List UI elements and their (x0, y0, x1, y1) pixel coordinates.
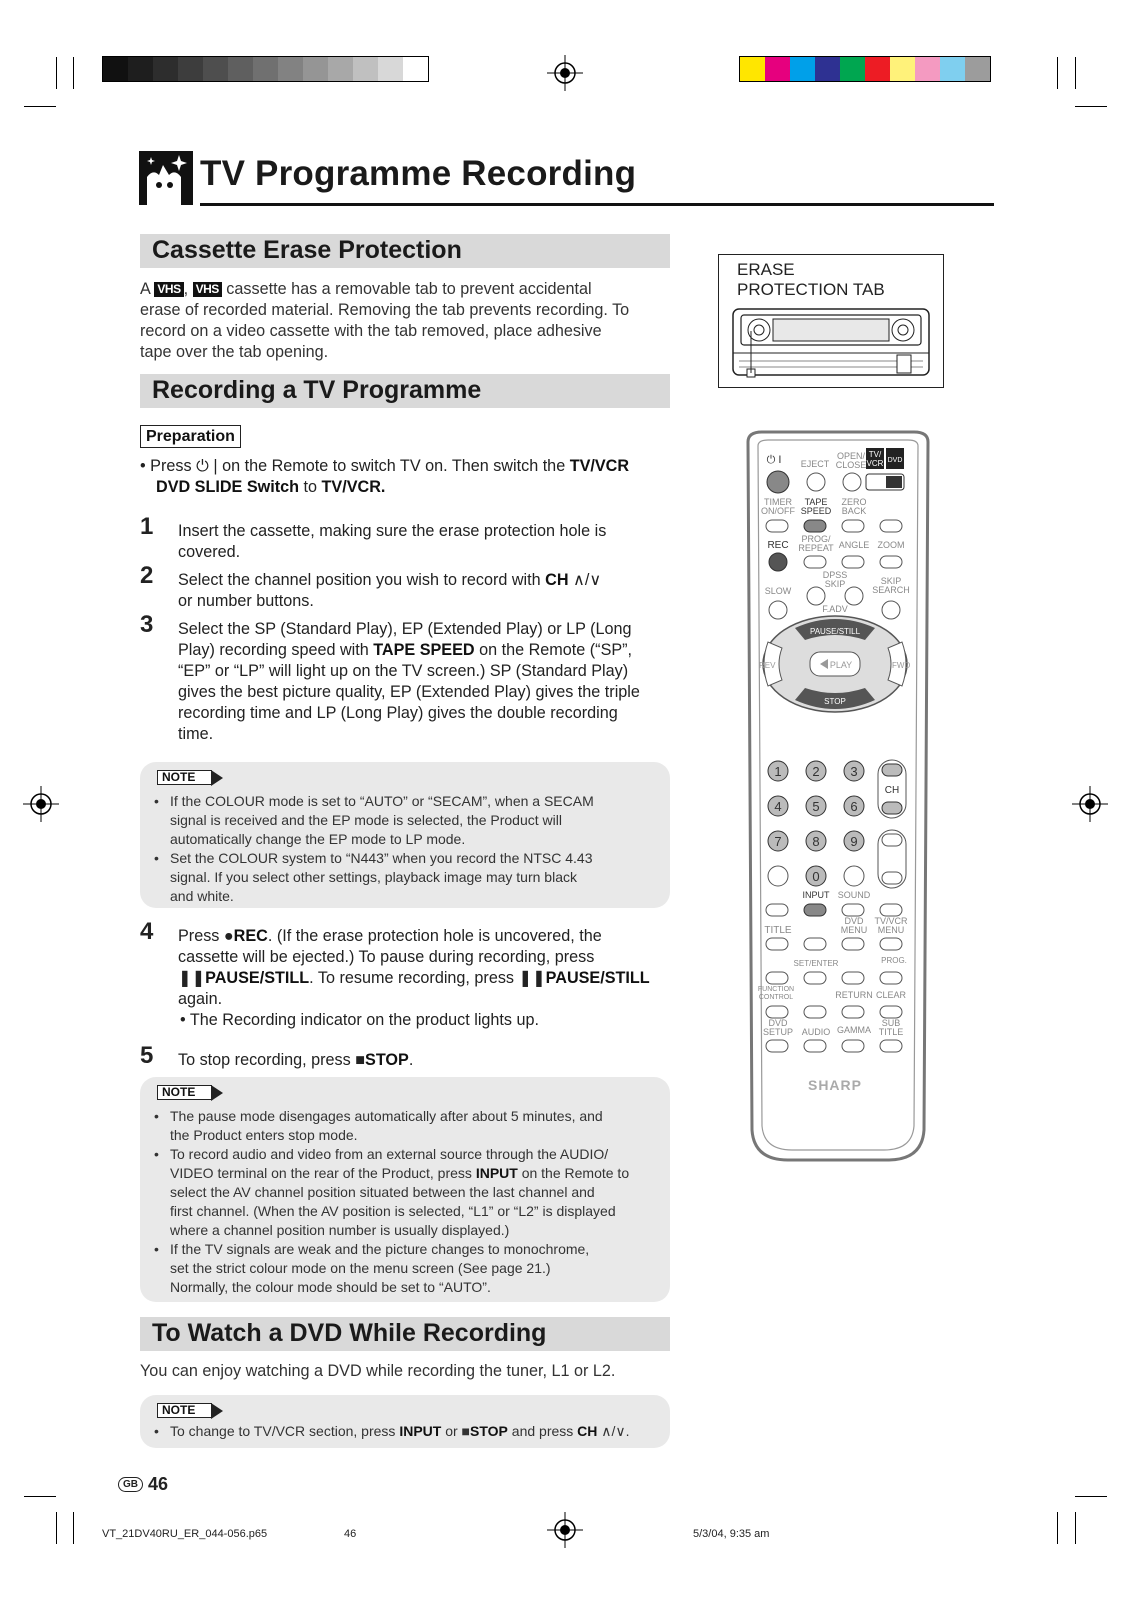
svg-text:SUB: SUB (881, 1018, 901, 1028)
svg-text:TIMER: TIMER (764, 497, 792, 507)
erase-protection-figure (718, 254, 944, 388)
note-box-3 (140, 1395, 670, 1448)
calibration-swatch (790, 57, 815, 81)
svg-text:REV: REV (759, 661, 776, 670)
calibration-swatch (228, 57, 253, 81)
power-button (767, 471, 789, 493)
svg-text:SEARCH: SEARCH (872, 585, 910, 595)
vhs-logo: VHS (154, 282, 183, 297)
note-3-item-1: • To change to TV/VCR section, press INPUT or ■STOP and press CH ∧/∨. (154, 1423, 630, 1439)
step-3-text: Select the SP (Standard Play), EP (Extended Play) or LP (Long Play) recording speed with TAPE SPEED on the Remote (“SP”, “EP” or “LP” will light up on the TV screen.) SP (Standard Play) gives the best picture quality, EP (Extended Play) gives the triple recording time and LP (Long Play) gives the double recording time. (178, 620, 640, 743)
svg-text:REPEAT: REPEAT (798, 543, 834, 553)
tape-speed-button (804, 520, 826, 532)
calibration-swatch (740, 57, 765, 81)
svg-text:TV/: TV/ (868, 450, 882, 459)
registration-mark-right (1072, 786, 1108, 822)
calibration-swatch (278, 57, 303, 81)
cassette-paragraph: A VHS , VHS cassette has a removable tab to prevent accidental erase of recorded material. Removing the tab prevents recording. To record on a video cassette with the tab removed, place adhesive tape over the tab opening. (140, 280, 630, 361)
svg-text:PROG.: PROG. (881, 956, 907, 965)
svg-text:TITLE: TITLE (878, 1027, 904, 1037)
svg-text:7: 7 (774, 834, 782, 849)
section-heading-recording: Recording a TV Programme (140, 374, 670, 408)
svg-text:BACK: BACK (841, 506, 867, 516)
svg-text:AUDIO: AUDIO (801, 1027, 831, 1037)
grayscale-calibration-bar (102, 56, 429, 82)
registration-mark-left (23, 786, 59, 822)
note-2-item-3: • If the TV signals are weak and the picture changes to monochrome, set the strict colour mode on the menu screen (See page 21.) Normally, the colour mode should be set to “AUTO”. (154, 1241, 590, 1295)
svg-text:1: 1 (774, 764, 782, 779)
page-title: TV Programme Recording (200, 154, 637, 193)
svg-text:CLOSE: CLOSE (835, 460, 867, 470)
sharp-logo: SHARP (807, 1077, 863, 1093)
dvd-paragraph: You can enjoy watching a DVD while recording the tuner, L1 or L2. (140, 1362, 616, 1380)
svg-text:GAMMA: GAMMA (836, 1025, 872, 1035)
svg-text:2: 2 (812, 764, 820, 779)
note-box-1 (140, 762, 670, 908)
svg-text:PAUSE/STILL: PAUSE/STILL (809, 627, 861, 636)
erase-protection-label: ERASE PROTECTION TAB (737, 260, 885, 299)
note-2-item-1: • The pause mode disengages automatically after about 5 minutes, and the Product enters stop mode. (154, 1108, 603, 1143)
step-5-text: To stop recording, press ■STOP. (178, 1051, 414, 1069)
calibration-swatch (253, 57, 278, 81)
svg-text:9: 9 (850, 834, 858, 849)
calibration-swatch (203, 57, 228, 81)
svg-text:DVD: DVD (768, 1018, 788, 1028)
step-2-text: Select the channel position you wish to record with CH ∧/∨ or number buttons. (178, 571, 602, 610)
svg-text:RETURN: RETURN (835, 990, 873, 1000)
pause-icon: ❚❚ (178, 969, 206, 987)
input-button (804, 904, 826, 916)
color-calibration-bar (739, 56, 991, 82)
power-label: ⏻ I (766, 454, 782, 466)
svg-text:6: 6 (850, 799, 858, 814)
svg-text:PLAY: PLAY (829, 660, 853, 670)
svg-text:FWD: FWD (892, 661, 911, 670)
svg-text:REC: REC (767, 540, 789, 551)
calibration-swatch (965, 57, 990, 81)
step-number-2: 2 (140, 562, 154, 589)
svg-text:PROG/: PROG/ (801, 534, 831, 544)
calibration-swatch (378, 57, 403, 81)
step-1-text: Insert the cassette, making sure the erase protection hole is covered. (178, 522, 607, 561)
svg-text:OPEN/: OPEN/ (836, 451, 866, 461)
svg-text:TAPE: TAPE (804, 497, 828, 507)
page-number: GB 46 (118, 1474, 168, 1495)
section-heading-dvd-while-recording: To Watch a DVD While Recording (140, 1317, 670, 1351)
note-badge: NOTE (157, 1085, 212, 1100)
note-2-item-2: • To record audio and video from an external source through the AUDIO/ VIDEO terminal on the rear of the Product, press INPUT on the Remote to select the AV channel position situated between the last channel and first channel. (When the AV position is selected, “L1” or “L2” is displayed where a channel position number is usually displayed.) (154, 1146, 630, 1238)
svg-text:3: 3 (850, 764, 858, 779)
ch-up-down-icon: ∧/∨ (601, 1423, 626, 1439)
calibration-swatch (940, 57, 965, 81)
svg-text:DVD: DVD (887, 457, 903, 464)
svg-text:ZERO: ZERO (841, 497, 867, 507)
step-number-5: 5 (140, 1042, 154, 1069)
svg-text:ZOOM: ZOOM (877, 540, 905, 550)
calibration-swatch (403, 57, 428, 81)
power-icon: ⏻ | (196, 457, 218, 475)
svg-text:DPSS: DPSS (822, 570, 848, 580)
svhs-logo: VHS (193, 282, 222, 297)
preparation-label: Preparation (140, 425, 241, 448)
svg-text:8: 8 (812, 834, 820, 849)
svg-text:SET/ENTER: SET/ENTER (793, 959, 839, 968)
step-number-4: 4 (140, 918, 154, 945)
footer-date: 5/3/04, 9:35 am (693, 1528, 770, 1540)
footer-filename: VT_21DV40RU_ER_044-056.p65 (102, 1528, 268, 1540)
svg-text:DVD: DVD (844, 916, 864, 926)
note-badge: NOTE (157, 770, 212, 785)
calibration-swatch (153, 57, 178, 81)
calibration-swatch (328, 57, 353, 81)
open-close-button (843, 473, 861, 491)
language-badge: GB (118, 1477, 143, 1492)
calibration-swatch (303, 57, 328, 81)
svg-text:F.ADV: F.ADV (822, 604, 848, 614)
note-1-item-2: • Set the COLOUR system to “N443” when you record the NTSC 4.43 signal. If you select other settings, playback image may turn black and white. (154, 850, 593, 904)
calibration-swatch (815, 57, 840, 81)
svg-text:SPEED: SPEED (800, 506, 832, 516)
svg-text:ANGLE: ANGLE (838, 540, 870, 550)
step-number-1: 1 (140, 513, 154, 540)
svg-text:MENU: MENU (877, 925, 905, 935)
calibration-swatch (765, 57, 790, 81)
calibration-swatch (915, 57, 940, 81)
note-badge: NOTE (157, 1403, 212, 1418)
svg-text:INPUT: INPUT (802, 890, 830, 900)
svg-text:EJECT: EJECT (800, 459, 830, 469)
title-rule (200, 203, 994, 206)
calibration-swatch (128, 57, 153, 81)
svg-text:TV/VCR: TV/VCR (874, 916, 908, 926)
record-dot-icon: ● (223, 927, 234, 945)
preparation-bullet: • Press ⏻ | on the Remote to switch TV on. Then switch the TV/VCR DVD SLIDE Switch to TV/VCR. (140, 457, 630, 496)
svg-text:SOUND: SOUND (837, 890, 871, 900)
svg-text:0: 0 (812, 869, 820, 884)
svg-text:VCR: VCR (866, 459, 884, 468)
svg-text:STOP: STOP (824, 697, 846, 706)
eject-button (807, 473, 825, 491)
calibration-swatch (865, 57, 890, 81)
registration-mark-top (547, 55, 583, 91)
calibration-swatch (353, 57, 378, 81)
svg-text:SKIP: SKIP (824, 579, 846, 589)
svg-text:SKIP: SKIP (880, 576, 902, 586)
tv-recording-icon (139, 151, 193, 205)
svg-text:SLOW: SLOW (764, 586, 792, 596)
step-4-text: Press ●REC. (If the erase protection hole is uncovered, the cassette will be ejected.) To pause during recording, press ❚❚PAUSE/STILL. To resume recording, press ❚❚PAUSE/STILL again. • The Recording indicator on the product lights up. (178, 927, 650, 1029)
registration-mark-bottom (547, 1512, 583, 1548)
stop-square-icon: ■ (355, 1051, 366, 1069)
footer-page: 46 (344, 1528, 357, 1540)
svg-text:SETUP: SETUP (762, 1027, 794, 1037)
calibration-swatch (840, 57, 865, 81)
calibration-swatch (178, 57, 203, 81)
ch-up-down-icon: ∧/∨ (573, 571, 602, 589)
svg-text:5: 5 (812, 799, 820, 814)
svg-text:CLEAR: CLEAR (875, 990, 907, 1000)
section-heading-cassette-erase: Cassette Erase Protection (140, 234, 670, 268)
calibration-swatch (890, 57, 915, 81)
svg-text:FUNCTION: FUNCTION (757, 986, 795, 993)
remote-control-illustration (738, 430, 938, 1162)
note-1-item-1: • If the COLOUR mode is set to “AUTO” or “SECAM”, when a SECAM signal is received and the EP mode is selected, the Product will automatically change the EP mode to LP mode. (154, 793, 594, 847)
svg-text:TITLE: TITLE (764, 925, 792, 936)
svg-text:ON/OFF: ON/OFF (761, 506, 795, 516)
rec-button (769, 553, 787, 571)
calibration-swatch (103, 57, 128, 81)
svg-text:4: 4 (774, 799, 782, 814)
svg-text:MENU: MENU (840, 925, 868, 935)
cassette-illustration (729, 303, 935, 383)
svg-text:CONTROL: CONTROL (758, 994, 794, 1001)
note-box-2 (140, 1077, 670, 1302)
step-number-3: 3 (140, 611, 154, 638)
svg-text:CH: CH (884, 785, 900, 796)
